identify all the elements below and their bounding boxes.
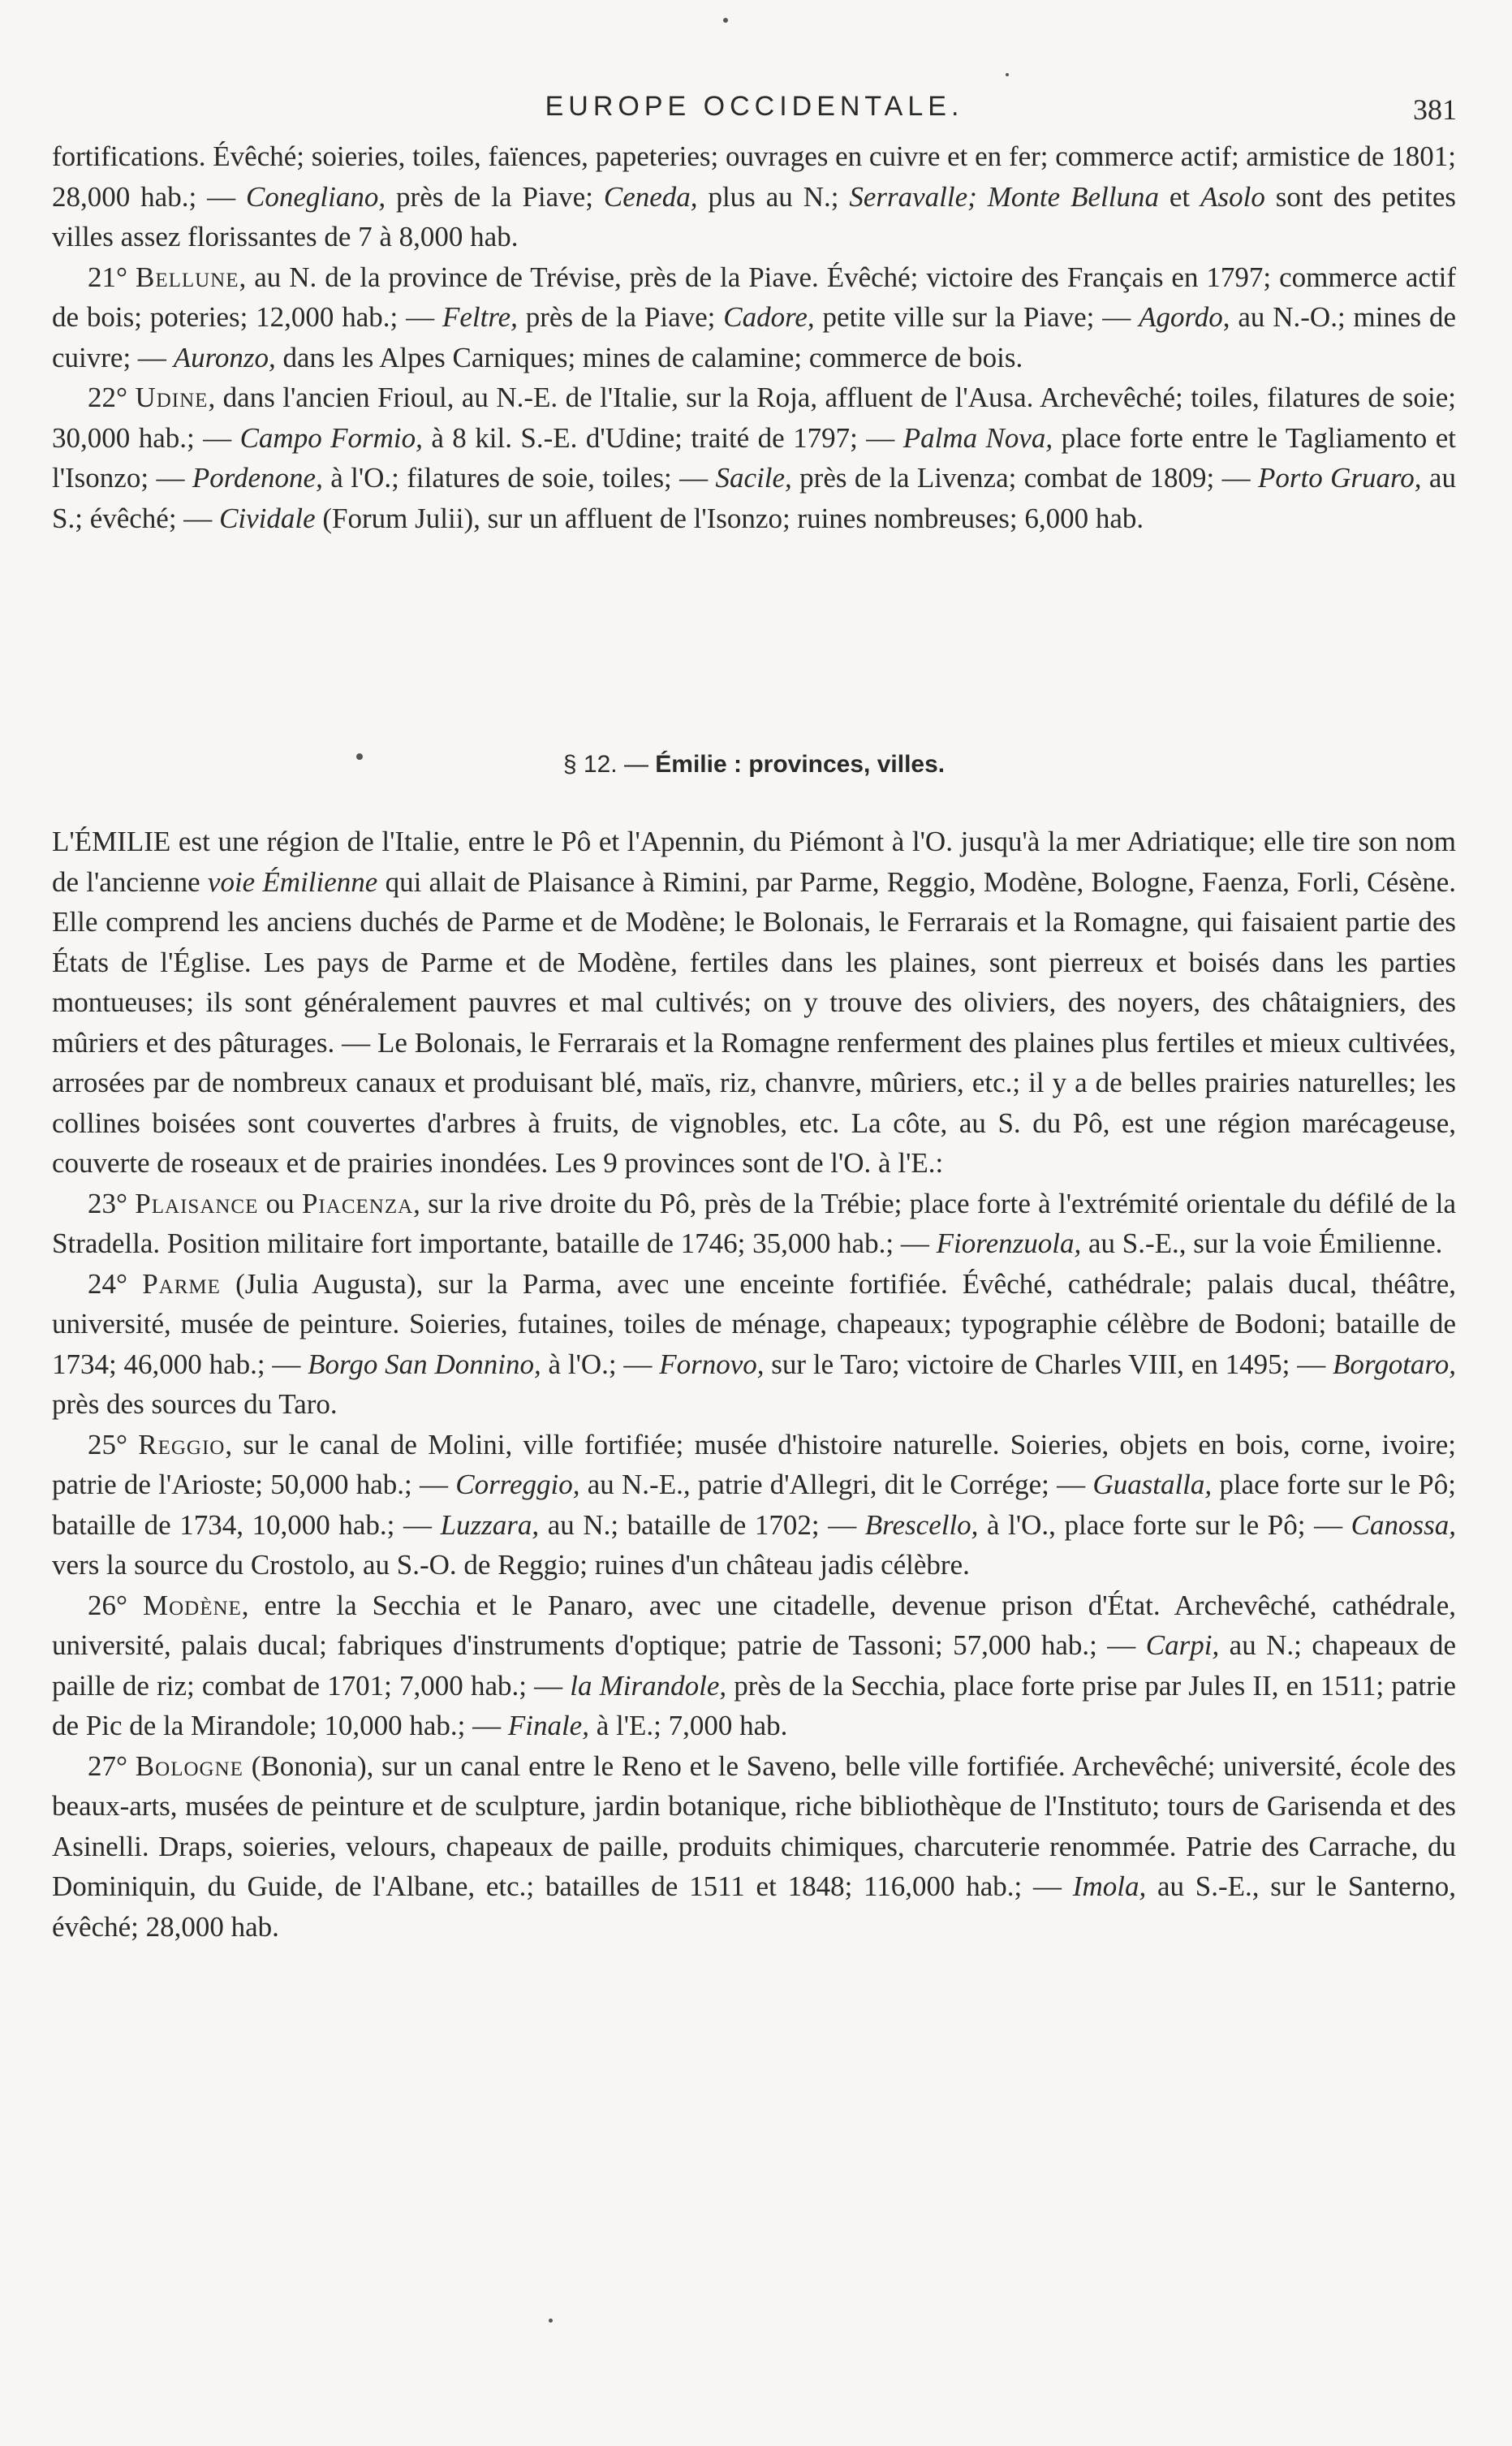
text-run: dans les Alpes Carniques; mines de calamine; commerce de bois. — [275, 341, 1023, 373]
province-name: Parme — [142, 1267, 221, 1300]
ink-speck — [549, 2319, 553, 2323]
text-run: 23° — [88, 1187, 136, 1219]
italic-place-name: Campo Formio, — [239, 421, 423, 454]
section-dash: — — [617, 751, 656, 778]
paragraph-bologne — [52, 1746, 1456, 1948]
section-title: Émilie : provinces, villes. — [655, 751, 946, 778]
text-run: place forte sur le Pô; bataille de 1734, 10,000 hab.; — — [52, 1469, 1456, 1541]
text-run: près de la Piave; — [517, 301, 724, 333]
text-run: sur le Taro; victoire de Charles VIII, en 1495; — — [764, 1348, 1333, 1380]
italic-place-name: Porto Gruaro, — [1257, 462, 1422, 494]
section-number: § 12. — [562, 751, 618, 778]
paragraph-plaisance — [52, 1184, 1456, 1264]
text-run: au S.-E., sur le Santerno, évêché; 28,000 hab. — [52, 1870, 1456, 1943]
text-run: , au N.-O.; mines de cuivre; — — [52, 301, 1456, 373]
text-run: ou — [258, 1187, 302, 1219]
province-name: Bologne — [135, 1749, 243, 1782]
italic-place-name: Pordenone, — [192, 462, 323, 494]
text-run: (Forum Julii), sur un affluent de l'Isonzo; ruines nombreuses; 6,000 hab. — [315, 502, 1144, 534]
text-block-upper — [52, 136, 1456, 538]
province-name: Reggio — [138, 1428, 226, 1460]
ink-speck — [1006, 73, 1009, 76]
italic-place-name: Luzzara, — [440, 1508, 540, 1541]
italic-place-name: Sacile, — [715, 462, 792, 494]
page-number: 381 — [1413, 93, 1457, 126]
italic-place-name: voie Émilienne — [207, 865, 378, 898]
italic-place-name: Ceneda, — [603, 180, 698, 213]
text-run: petite ville sur la Piave; — — [814, 301, 1139, 333]
text-run: (Julia Augusta), sur la Parma, avec une enceinte fortifiée. Évêché, cathédrale; palais ducal, théâtre, université, musée de peinture. Soieries, futaines, toiles de ménage, chapeaux; typographie célèbre de Bodoni; bataille de 1734; 46,000 hab.; — — [52, 1267, 1456, 1380]
text-run: fortifications. Évêché; soieries, toiles, faïences, papeteries; ouvrages en cuivre et en fer; commerce actif; armistice de 1801; 28,000 hab.; — — [52, 140, 1456, 213]
paragraph-modene — [52, 1585, 1456, 1746]
province-name: Bellune — [135, 261, 239, 293]
text-run: qui allait de Plaisance à Rimini, par Parme, Reggio, Modène, Bologne, Faenza, Forli, Césène. Elle comprend les anciens duchés de Parme et de Modène; le Bolonais, le Ferrarais et la Romagne, qui faisaient partie des États de l'Église. Les pays de Parme et de Modène, fertiles dans les plaines, sont pierreux et boisés dans les parties montueuses; ils sont généralement pauvres et mal cultivés; on y trouve des oliviers, des noyers, des châtaigniers, des mûriers et des pâturages. — Le Bolonais, le Ferrarais et la Romagne renferment des plaines plus fertiles et mieux cultivées, arrosées par de nombreux canaux et produisant blé, maïs, riz, chanvre, mûriers, etc.; il y a de belles prairies naturelles; les collines boisées sont couvertes d'arbres à fruits, de vignobles, etc. La côte, au S. du Pô, est une région marécageuse, couverte de roseaux et de prairies inondées. Les 9 provinces sont de l'O. à l'E.: — [52, 865, 1457, 1179]
paragraph-parme — [52, 1264, 1456, 1425]
italic-place-name: Fiorenzuola, — [936, 1227, 1082, 1259]
text-run: et — [1158, 180, 1201, 213]
italic-place-name: Cividale — [219, 502, 316, 534]
text-run: 26° — [88, 1589, 143, 1621]
text-run: 24° — [88, 1267, 143, 1300]
italic-place-name: Serravalle; Monte Belluna — [849, 180, 1159, 213]
italic-place-name: Conegliano, — [246, 180, 386, 213]
text-run: 27° — [88, 1749, 136, 1782]
text-run: , au N. de la province de Trévise, près de la Piave. Évêché; victoire des Français en 1797; commerce actif de bois; poteries; 12,000 hab.; — — [52, 261, 1456, 333]
text-run: près de la Secchia, place forte prise par Jules II, en 1511; patrie de Pic de la Mirandole; 10,000 hab.; — — [52, 1669, 1457, 1741]
text-run: à 8 kil. S.-E. d'Udine; traité de 1797; — — [422, 421, 903, 454]
text-run: (Bononia), sur un canal entre le Reno et le Saveno, belle ville fortifiée. Archevêché; université, école des beaux-arts, musées de peinture et de sculpture, jardin botanique, riche bibliothèque de l'Instituto; tours de Garisenda et des Asinelli. Draps, soieries, velours, chapeaux de paille, produits chimiques, charcuterie renommée. Patrie des Carrache, du Dominiquin, du Guide, de l'Albane, etc.; batailles de 1511 et 1848; 116,000 hab.; — — [52, 1749, 1456, 1902]
italic-place-name: Borgotaro, — [1333, 1348, 1456, 1380]
italic-place-name: Finale, — [507, 1710, 589, 1741]
italic-place-name: Guastalla, — [1092, 1469, 1213, 1500]
province-name: Piacenza — [301, 1187, 414, 1219]
text-run: place forte entre le Tagliamento et l'Isonzo; — — [52, 421, 1456, 494]
text-run: 21° — [88, 261, 136, 293]
running-title: EUROPE OCCIDENTALE. — [545, 91, 964, 122]
text-run: plus au N.; — [697, 180, 850, 213]
province-name: Modène — [142, 1589, 242, 1621]
italic-place-name: Asolo — [1200, 180, 1265, 213]
text-run: , entre la Secchia et le Panaro, avec une citadelle, devenue prison d'État. Archevêché, cathédrale, université, palais ducal; fabriques d'instruments d'optique; patrie de Tassoni; 57,000 hab.; — — [52, 1589, 1456, 1661]
italic-place-name: Carpi, — [1145, 1629, 1220, 1661]
paragraph-continuation — [52, 136, 1456, 257]
text-run: à l'O.; — — [541, 1348, 660, 1380]
italic-place-name: Borgo San Donnino, — [308, 1348, 541, 1380]
ink-speck — [723, 18, 728, 23]
text-run: au N.-E., patrie d'Allegri, dit le Corrége; — — [579, 1469, 1093, 1500]
text-run: vers la source du Crostolo, au S.-O. de Reggio; ruines d'un château jadis célèbre. — [52, 1549, 970, 1581]
text-run: au S.-E., sur la voie Émilienne. — [1081, 1227, 1443, 1259]
italic-place-name: la Mirandole, — [570, 1669, 727, 1702]
text-run: , dans l'ancien Frioul, au N.-E. de l'Italie, sur la Roja, affluent de l'Ausa. Archevêché; toiles, filatures de soie; 30,000 hab.; — — [52, 382, 1456, 454]
italic-place-name: Canossa, — [1350, 1508, 1457, 1541]
text-block-lower — [52, 822, 1456, 1947]
italic-place-name: Brescello, — [864, 1508, 979, 1541]
text-run: L'ÉMILIE est une région de l'Italie, entre le Pô et l'Apennin, du Piémont à l'O. jusqu'à la mer Adriatique; elle tire son nom de l'ancienne — [52, 826, 1456, 898]
text-run: , sur la rive droite du Pô, près de la Trébie; place forte à l'extrémité orientale du défilé de la Stradella. Position militaire fort importante, bataille de 1746; 35,000 hab.; — — [52, 1187, 1457, 1259]
italic-place-name: Cadore, — [723, 301, 815, 333]
province-name: Udine — [135, 382, 209, 413]
italic-place-name: Palma Nova, — [902, 421, 1053, 454]
text-run: au N.; chapeaux de paille de riz; combat de 1701; 7,000 hab.; — — [52, 1629, 1456, 1702]
text-run: près de la Livenza; combat de 1809; — — [791, 462, 1258, 494]
text-run: sont des petites villes assez florissantes de 7 à 8,000 hab. — [52, 180, 1456, 252]
paragraph-udine — [52, 377, 1456, 538]
province-name: Plaisance — [135, 1187, 259, 1219]
paragraph-belluno — [52, 257, 1456, 378]
text-run: au N.; bataille de 1702; — — [539, 1508, 865, 1541]
italic-place-name: Fornovo, — [659, 1348, 765, 1380]
text-run: à l'E.; 7,000 hab. — [588, 1710, 788, 1741]
text-run: 25° — [88, 1428, 139, 1460]
paragraph-emilie-intro — [52, 822, 1456, 1184]
text-run: près de la Piave; — [386, 180, 604, 213]
text-run: à l'O.; filatures de soie, toiles; — — [322, 462, 716, 494]
running-header — [52, 91, 1457, 132]
italic-place-name: Correggio, — [455, 1469, 580, 1500]
italic-place-name: Imola, — [1072, 1870, 1147, 1902]
text-run: au S.; évêché; — — [52, 462, 1456, 534]
paragraph-reggio — [52, 1425, 1456, 1585]
text-run: à l'O., place forte sur le Pô; — — [978, 1508, 1351, 1541]
text-run: près des sources du Taro. — [52, 1388, 338, 1420]
section-heading — [52, 751, 1456, 779]
italic-place-name: Feltre, — [442, 301, 518, 333]
text-run: 22° — [88, 382, 136, 413]
italic-place-name: Agordo — [1139, 301, 1223, 333]
italic-place-name: Auronzo, — [173, 341, 276, 373]
text-run: , sur le canal de Molini, ville fortifiée; musée d'histoire naturelle. Soieries, objets en bois, corne, ivoire; patrie de l'Arioste; 50,000 hab.; — — [52, 1428, 1457, 1500]
